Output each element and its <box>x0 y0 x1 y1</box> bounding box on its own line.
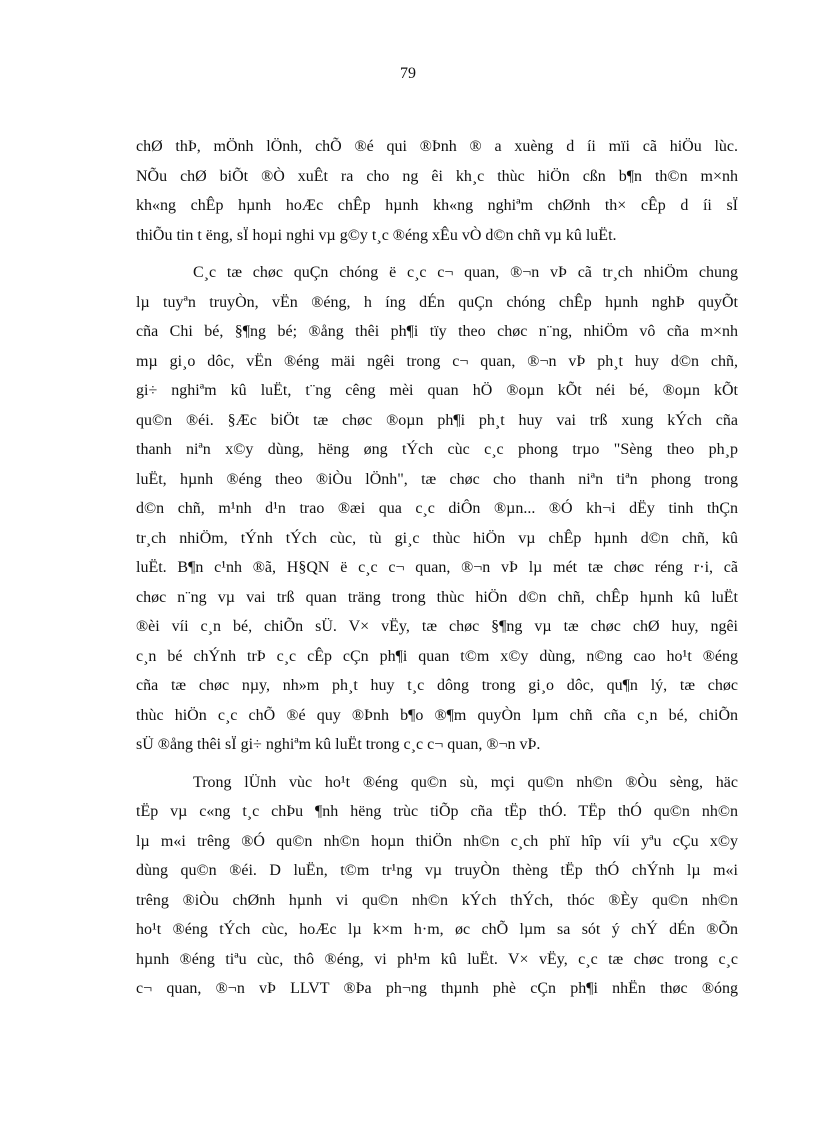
paragraph-1 <box>136 132 738 250</box>
paragraph-3 <box>136 768 738 1004</box>
text-line: cña Chi bé, §¶ng bé; ®ång thêi ph¶i tïy theo chøc n¨ng, nhiÖm vô cña m×nh <box>136 323 738 340</box>
text-line: hµnh ®éng tiªu cùc, thô ®éng, vi ph¹m kû luËt. V× vËy, c¸c tæ chøc trong c¸c <box>136 950 738 968</box>
text-line: c¬ quan, ®¬n vÞ LLVT ®Þa ph¬ng thµnh phè cÇn ph¶i nhËn thøc ®óng <box>136 980 738 997</box>
text-line: thùc hiÖn c¸c chÕ ®é quy ®Þnh b¶o ®¶m quyÒn lµm chñ cña c¸n bé, chiÕn <box>136 706 738 724</box>
text-line: luËt, hµnh ®éng theo ®iÒu lÖnh", tæ chøc cho thanh niªn tiªn phong trong <box>136 470 738 488</box>
text-line: chØ thÞ, mÖnh lÖnh, chÕ ®é qui ®Þnh ® a xuèng d íi mïi cã hiÖu lùc. <box>136 138 738 155</box>
text-line: thanh niªn x©y dùng, hëng øng tÝch cùc c¸c phong trµo "Sèng theo ph¸p <box>136 441 738 458</box>
text-line: luËt. B¶n c¹nh ®ã, H§QN ë c¸c c¬ quan, ®¬n vÞ lµ mét tæ chøc réng r·i, cã <box>136 559 738 576</box>
text-line: tr¸ch nhiÖm, tÝnh tÝch cùc, tù gi¸c thùc hiÖn vµ chÊp hµnh d©n chñ, kû <box>136 529 738 547</box>
text-line: mµ gi¸o dôc, vËn ®éng mäi ngêi trong c¬ quan, ®¬n vÞ ph¸t huy d©n chñ, <box>136 352 738 370</box>
text-line: trêng ®iÒu chØnh hµnh vi qu©n nh©n kÝch thÝch, thóc ®Èy qu©n nh©n <box>136 891 738 909</box>
text-line: gi÷ nghiªm kû luËt, t¨ng cêng mèi quan hÖ ®oµn kÕt néi bé, ®oµn kÕt <box>136 382 738 399</box>
document-body <box>136 132 738 1012</box>
text-line: d©n chñ, m¹nh d¹n trao ®æi qua c¸c diÔn ®µn... ®Ó kh¬i dËy tinh thÇn <box>136 500 738 517</box>
page-number: 79 <box>400 65 416 82</box>
text-line: sÜ ®ång thêi sÏ gi÷ nghiªm kû luËt trong c¸c c¬ quan, ®¬n vÞ. <box>136 736 541 753</box>
paragraph-2 <box>136 258 738 760</box>
text-line: c¸n bé chÝnh trÞ c¸c cÊp cÇn ph¶i quan t©m x©y dùng, n©ng cao ho¹t ®éng <box>136 647 738 665</box>
text-line: chøc n¨ng vµ vai trß quan träng trong thùc hiÖn d©n chñ, chÊp hµnh kû luËt <box>136 588 738 606</box>
text-line: ho¹t ®éng tÝch cùc, hoÆc lµ k×m h·m, øc chÕ lµm sa sót ý chÝ dÉn ®Õn <box>136 921 738 938</box>
text-line: thiÕu tin t ëng, sÏ hoµi nghi vµ g©y t¸c ®éng xÊu vÒ d©n chñ vµ kû luËt. <box>136 226 617 244</box>
text-line: dùng qu©n ®éi. D luËn, t©m tr¹ng vµ truyÒn thèng tËp thÓ chÝnh lµ m«i <box>136 862 738 879</box>
text-line: qu©n ®éi. §Æc biÖt tæ chøc ®oµn ph¶i ph¸t huy vai trß xung kÝch cña <box>136 411 738 429</box>
text-line: lµ m«i trêng ®Ó qu©n nh©n hoµn thiÖn nh©n c¸ch phï hîp víi yªu cÇu x©y <box>136 832 738 850</box>
text-line: Trong lÜnh vùc ho¹t ®éng qu©n sù, mçi qu©n nh©n ®Òu sèng, häc <box>193 773 738 791</box>
text-line: NÕu chØ biÕt ®Ò xuÊt ra cho ng êi kh¸c thùc hiÖn cßn b¶n th©n m×nh <box>136 167 738 185</box>
text-line: cña tæ chøc nµy, nh»m ph¸t huy t¸c dông trong gi¸o dôc, qu¶n lý, tæ chøc <box>136 677 738 694</box>
text-line: ®èi víi c¸n bé, chiÕn sÜ. V× vËy, tæ chøc §¶ng vµ tæ chøc chØ huy, ngêi <box>136 618 738 635</box>
text-line: C¸c tæ chøc quÇn chóng ë c¸c c¬ quan, ®¬n vÞ cã tr¸ch nhiÖm chung <box>193 264 738 281</box>
text-line: tËp vµ c«ng t¸c chÞu ¶nh hëng trùc tiÕp cña tËp thÓ. TËp thÓ qu©n nh©n <box>136 803 738 820</box>
text-line: kh«ng chÊp hµnh hoÆc chÊp hµnh kh«ng nghiªm chØnh th× cÊp d íi sÏ <box>136 197 738 214</box>
text-line: lµ tuyªn truyÒn, vËn ®éng, h íng dÉn quÇn chóng chÊp hµnh nghÞ quyÕt <box>136 293 738 311</box>
